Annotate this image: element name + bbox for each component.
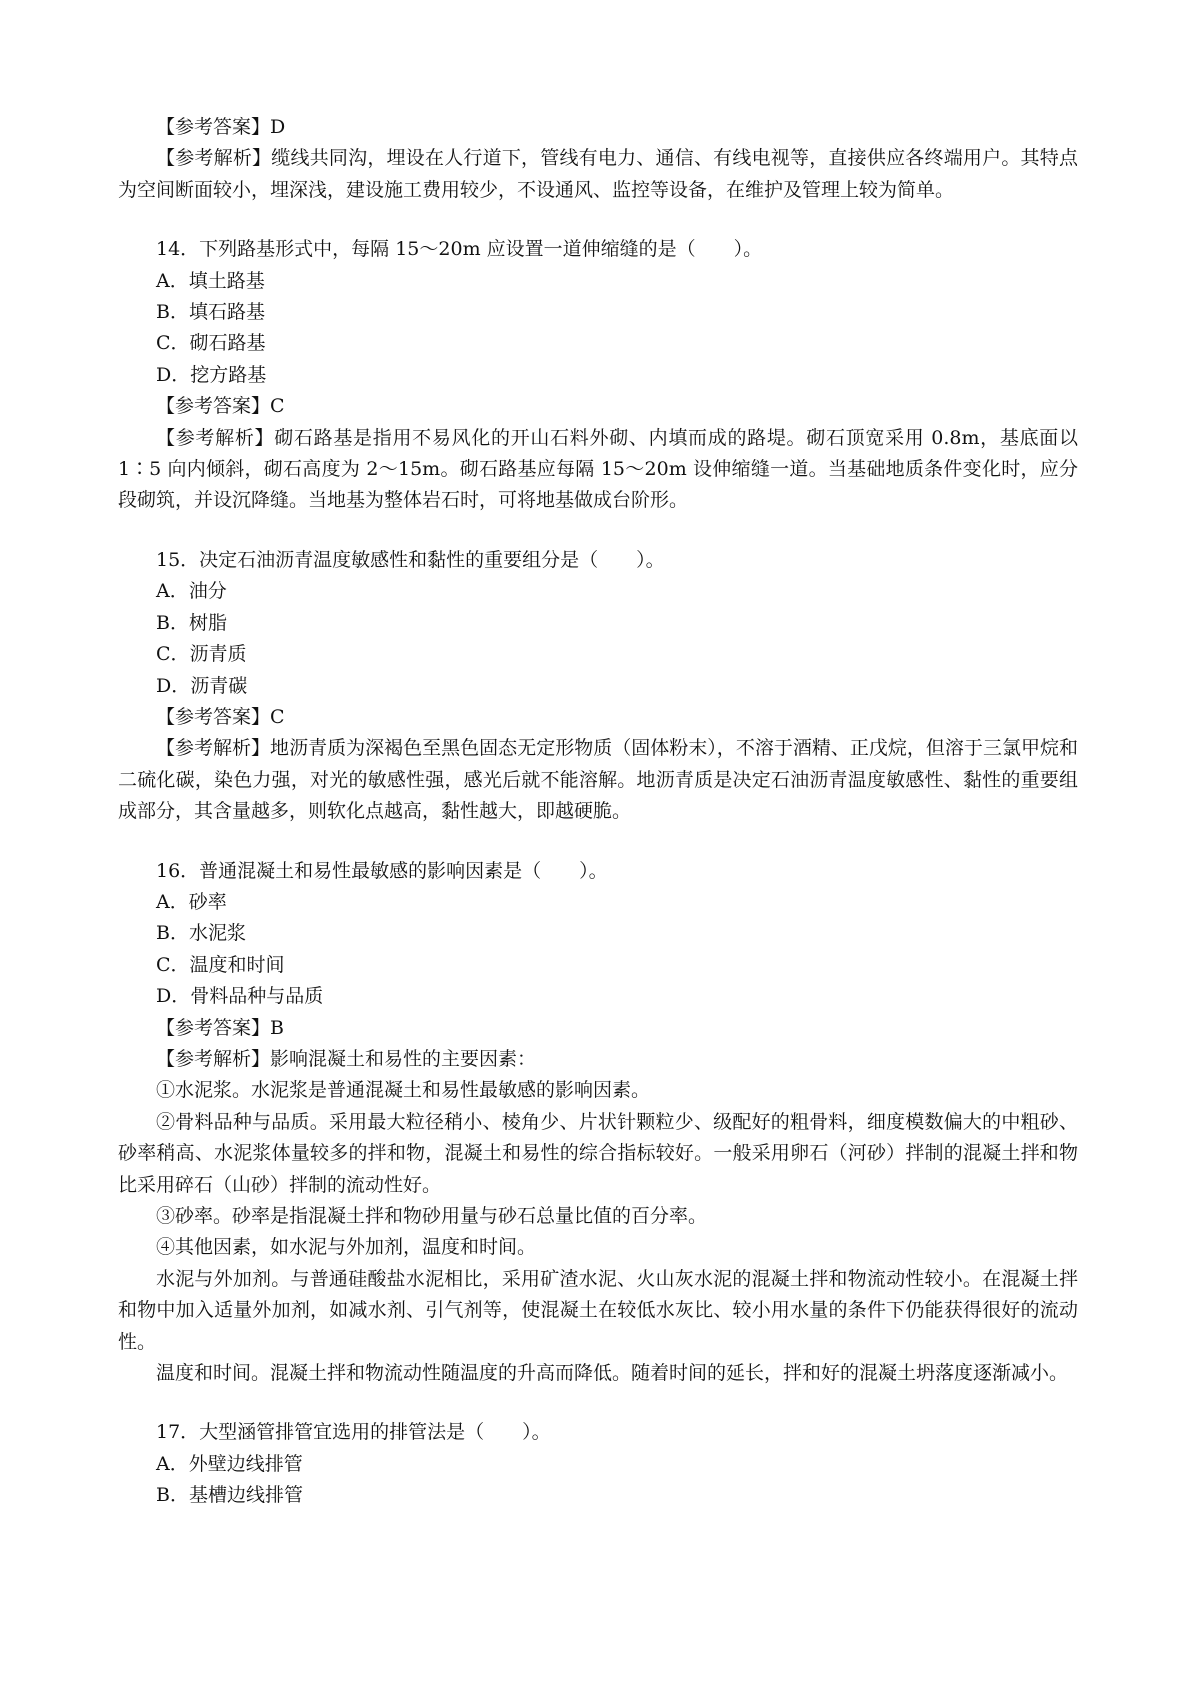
analysis-paragraph: 【参考解析】地沥青质为深褐色至黑色固态无定形物质（固体粉末），不溶于酒精、正戊烷，但溶于三氯甲烷和二硫化碳，染色力强，对光的敏感性强，感光后就不能溶解。地沥青质是决定石油沥青温度敏感性、黏性的重要组成部分，其含量越多，则软化点越高，黏性越大，即越硬脆。	[118, 737, 1078, 823]
answer-line: 【参考答案】C	[156, 705, 285, 728]
analysis-point: ②骨料品种与品质。采用最大粒径稍小、棱角少、片状针颗粒少、级配好的粗骨料，细度模数偏大的中粗砂、砂率稍高、水泥浆体量较多的拌和物，混凝土和易性的综合指标较好。一般采用卵石（河砂）拌制的混凝土拌和物比采用碎石（山砂）拌制的流动性好。	[118, 1110, 1078, 1196]
analysis-paragraph: 【参考解析】砌石路基是指用不易风化的开山石料外砌、内填而成的路堤。砌石顶宽采用 0.8m，基底面以 1∶5 向内倾斜，砌石高度为 2～15m。砌石路基应每隔 15～20m 设伸缩缝一道。当基础地质条件变化时，应分段砌筑，并设沉降缝。当地基为整体岩石时，可将地基做成台阶形。	[118, 426, 1078, 512]
option-c: C．砌石路基	[156, 332, 266, 355]
answer-line: 【参考答案】B	[156, 1016, 284, 1039]
answer-line: 【参考答案】C	[156, 395, 285, 418]
analysis-intro: 【参考解析】影响混凝土和易性的主要因素：	[156, 1047, 537, 1070]
question-16: 16．普通混凝土和易性最敏感的影响因素是（ ）。	[156, 859, 608, 882]
option-a: A．油分	[156, 580, 227, 603]
option-c: C．沥青质	[156, 643, 247, 666]
option-a: A．填土路基	[156, 269, 265, 292]
option-b: B．基槽边线排管	[156, 1484, 303, 1507]
option-d: D．骨料品种与品质	[156, 985, 324, 1008]
analysis-point: ④其他因素，如水泥与外加剂，温度和时间。	[156, 1236, 537, 1259]
analysis-point: 水泥与外加剂。与普通硅酸盐水泥相比，采用矿渣水泥、火山灰水泥的混凝土拌和物流动性较小。在混凝土拌和物中加入适量外加剂，如减水剂、引气剂等，使混凝土在较低水灰比、较小用水量的条件下仍能获得很好的流动性。	[118, 1267, 1078, 1353]
option-c: C．温度和时间	[156, 953, 285, 976]
option-b: B．水泥浆	[156, 922, 246, 945]
question-15: 15．决定石油沥青温度敏感性和黏性的重要组分是（ ）。	[156, 548, 665, 571]
option-b: B．树脂	[156, 611, 227, 634]
analysis-point: ③砂率。砂率是指混凝土拌和物砂用量与砂石总量比值的百分率。	[156, 1205, 708, 1227]
option-d: D．挖方路基	[156, 363, 267, 386]
analysis-point: 温度和时间。混凝土拌和物流动性随温度的升高而降低。随着时间的延长，拌和好的混凝土坍落度逐渐减小。	[156, 1362, 1069, 1385]
option-a: A．外壁边线排管	[156, 1452, 303, 1475]
question-14: 14．下列路基形式中，每隔 15～20m 应设置一道伸缩缝的是（ ）。	[156, 238, 763, 261]
analysis-point: ①水泥浆。水泥浆是普通混凝土和易性最敏感的影响因素。	[156, 1079, 651, 1102]
option-d: D．沥青碳	[156, 674, 248, 697]
analysis-paragraph: 【参考解析】缆线共同沟，埋设在人行道下，管线有电力、通信、有线电视等，直接供应各终端用户。其特点为空间断面较小，埋深浅，建设施工费用较少，不设通风、监控等设备，在维护及管理上较为简单。	[118, 147, 1078, 201]
option-a: A．砂率	[156, 890, 227, 913]
question-17: 17．大型涵管排管宜选用的排管法是（ ）。	[156, 1421, 551, 1444]
option-b: B．填石路基	[156, 301, 265, 324]
answer-line: 【参考答案】D	[156, 116, 286, 138]
document-page	[118, 112, 1078, 1512]
